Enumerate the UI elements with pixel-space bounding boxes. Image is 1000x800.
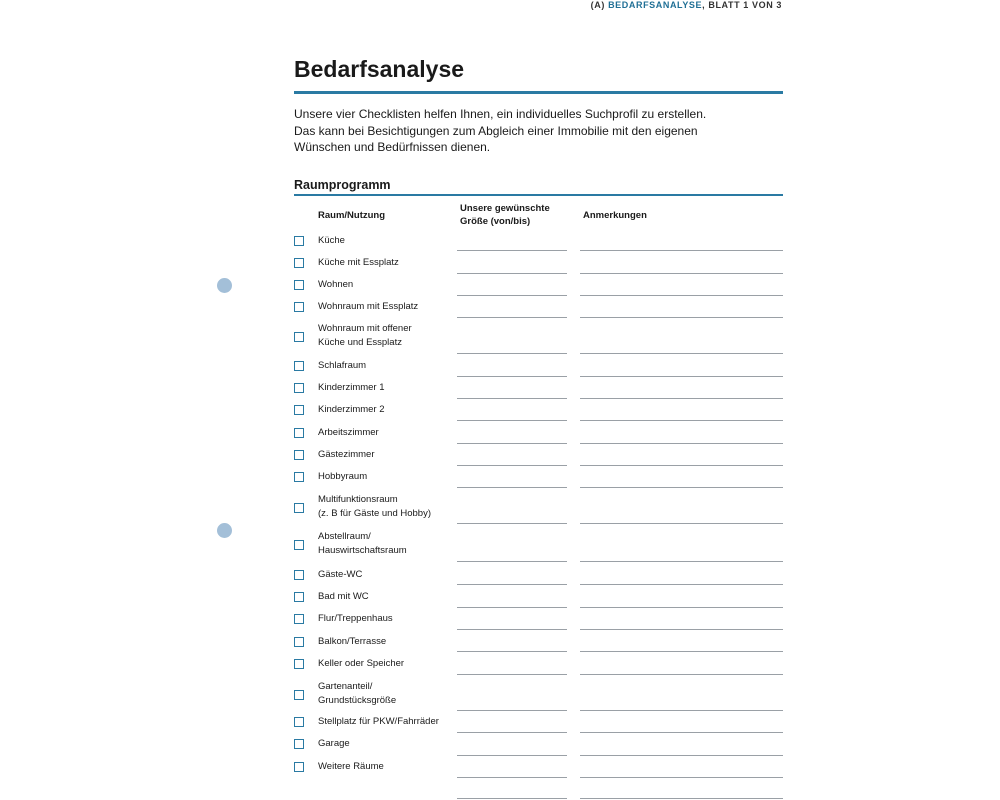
notes-input-line[interactable] — [580, 317, 783, 318]
size-input-line[interactable] — [457, 487, 567, 488]
intro-line: Unsere vier Checklisten helfen Ihnen, ein individuelles Suchprofil zu erstellen. — [294, 107, 707, 121]
size-input-line[interactable] — [457, 710, 567, 711]
notes-input-line[interactable] — [580, 629, 783, 630]
sheet-header-prefix: (A) — [590, 0, 609, 10]
size-input-line[interactable] — [457, 376, 567, 377]
sheet-header-accent: BEDARFSANALYSE — [608, 0, 703, 10]
room-checkbox[interactable] — [294, 472, 304, 482]
intro-line: Wünschen und Bedürfnissen dienen. — [294, 140, 491, 154]
room-label: Keller oder Speicher — [318, 658, 405, 669]
notes-input-line[interactable] — [580, 443, 783, 444]
notes-input-line[interactable] — [580, 295, 783, 296]
notes-input-line[interactable] — [580, 420, 783, 421]
room-label: Kinderzimmer 2 — [318, 404, 385, 415]
size-input-line[interactable] — [457, 798, 567, 799]
size-input-line[interactable] — [457, 755, 567, 756]
room-checkbox[interactable] — [294, 717, 304, 727]
room-label: Gästezimmer — [318, 449, 375, 460]
size-input-line[interactable] — [457, 584, 567, 585]
room-label: Wohnen — [318, 279, 354, 290]
notes-input-line[interactable] — [580, 777, 783, 778]
sheet-header — [591, 0, 782, 10]
size-input-line[interactable] — [457, 674, 567, 675]
room-label: Küche — [318, 235, 345, 246]
room-label: Bad mit WC — [318, 591, 369, 602]
notes-input-line[interactable] — [580, 250, 783, 251]
column-header-room: Raum/Nutzung — [318, 210, 386, 221]
room-checkbox[interactable] — [294, 503, 304, 513]
room-checkbox[interactable] — [294, 762, 304, 772]
page-title: Bedarfsanalyse — [294, 56, 465, 82]
notes-input-line[interactable] — [580, 755, 783, 756]
section-title: Raumprogramm — [294, 178, 391, 192]
size-input-line[interactable] — [457, 777, 567, 778]
size-input-line[interactable] — [457, 732, 567, 733]
room-checkbox[interactable] — [294, 428, 304, 438]
room-checkbox[interactable] — [294, 361, 304, 371]
size-input-line[interactable] — [457, 273, 567, 274]
notes-input-line[interactable] — [580, 273, 783, 274]
room-label: Hobbyraum — [318, 471, 368, 482]
room-checkbox[interactable] — [294, 383, 304, 393]
room-label: Arbeitszimmer — [318, 427, 379, 438]
section-rule — [294, 194, 783, 196]
size-input-line[interactable] — [457, 250, 567, 251]
notes-input-line[interactable] — [580, 523, 783, 524]
room-checkbox[interactable] — [294, 405, 304, 415]
room-checkbox[interactable] — [294, 258, 304, 268]
intro-text — [294, 106, 783, 156]
room-checkbox[interactable] — [294, 659, 304, 669]
notes-input-line[interactable] — [580, 651, 783, 652]
room-checkbox[interactable] — [294, 332, 304, 342]
notes-input-line[interactable] — [580, 732, 783, 733]
size-input-line[interactable] — [457, 465, 567, 466]
size-input-line[interactable] — [457, 443, 567, 444]
room-checkbox[interactable] — [294, 690, 304, 700]
room-label: Gäste-WC — [318, 569, 363, 580]
size-input-line[interactable] — [457, 398, 567, 399]
size-input-line[interactable] — [457, 353, 567, 354]
column-header-size: Unsere gewünschte Größe (von/bis) — [460, 203, 550, 227]
size-input-line[interactable] — [457, 420, 567, 421]
column-header-notes: Anmerkungen — [583, 210, 647, 221]
notes-input-line[interactable] — [580, 487, 783, 488]
room-label: Stellplatz für PKW/Fahrräder — [318, 716, 439, 727]
room-label: Multifunktionsraum (z. B für Gäste und Hobby) — [318, 494, 431, 519]
room-label: Gartenanteil/ Grundstücksgröße — [318, 681, 397, 706]
room-label: Abstellraum/ Hauswirtschaftsraum — [318, 531, 407, 556]
notes-input-line[interactable] — [580, 465, 783, 466]
intro-line: Das kann bei Besichtigungen zum Abgleich einer Immobilie mit den eigenen — [294, 123, 698, 138]
room-label: Garage — [318, 738, 350, 749]
room-checkbox[interactable] — [294, 540, 304, 550]
room-label: Wohnraum mit Essplatz — [318, 301, 419, 312]
room-label: Kinderzimmer 1 — [318, 382, 385, 393]
room-label: Weitere Räume — [318, 761, 384, 772]
notes-input-line[interactable] — [580, 607, 783, 608]
room-label: Balkon/Terrasse — [318, 636, 387, 647]
room-checkbox[interactable] — [294, 592, 304, 602]
size-input-line[interactable] — [457, 629, 567, 630]
notes-input-line[interactable] — [580, 710, 783, 711]
room-checkbox[interactable] — [294, 236, 304, 246]
notes-input-line[interactable] — [580, 353, 783, 354]
room-label: Flur/Treppenhaus — [318, 613, 393, 624]
punch-hole-bottom — [217, 523, 232, 538]
room-label: Küche mit Essplatz — [318, 257, 399, 268]
notes-input-line[interactable] — [580, 584, 783, 585]
punch-hole-top — [217, 278, 232, 293]
size-input-line[interactable] — [457, 295, 567, 296]
sheet-header-suffix: , BLATT 1 VON 3 — [702, 0, 782, 10]
size-input-line[interactable] — [457, 317, 567, 318]
room-checkbox[interactable] — [294, 570, 304, 580]
notes-input-line[interactable] — [580, 798, 783, 799]
notes-input-line[interactable] — [580, 376, 783, 377]
notes-input-line[interactable] — [580, 674, 783, 675]
notes-input-line[interactable] — [580, 398, 783, 399]
room-label: Wohnraum mit offener Küche und Essplatz — [318, 323, 412, 348]
title-rule — [294, 91, 783, 94]
size-input-line[interactable] — [457, 561, 567, 562]
notes-input-line[interactable] — [580, 561, 783, 562]
size-input-line[interactable] — [457, 523, 567, 524]
size-input-line[interactable] — [457, 607, 567, 608]
room-checkbox[interactable] — [294, 614, 304, 624]
room-checkbox[interactable] — [294, 302, 304, 312]
room-checkbox[interactable] — [294, 739, 304, 749]
room-checkbox[interactable] — [294, 637, 304, 647]
room-checkbox[interactable] — [294, 450, 304, 460]
room-label: Schlafraum — [318, 360, 367, 371]
size-input-line[interactable] — [457, 651, 567, 652]
room-checkbox[interactable] — [294, 280, 304, 290]
